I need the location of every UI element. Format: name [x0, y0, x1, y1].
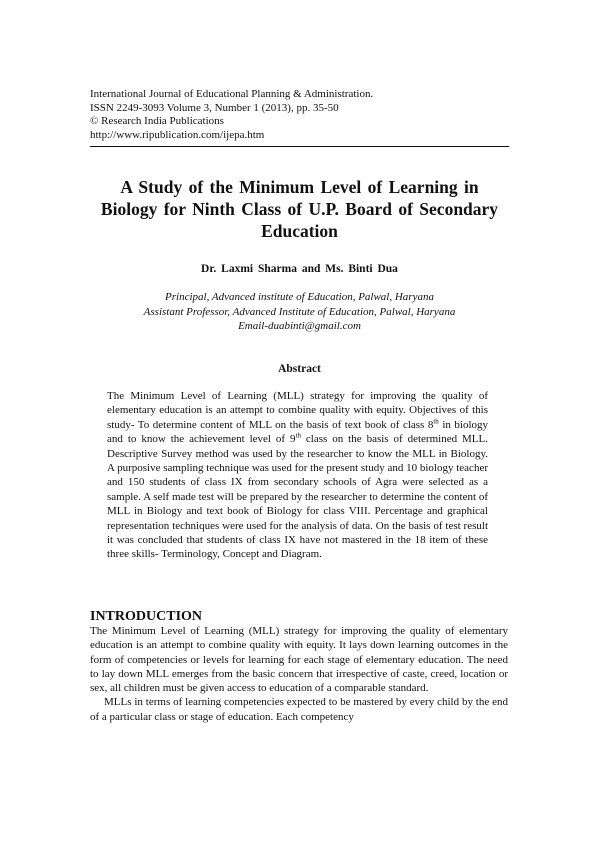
paper-title: A Study of the Minimum Level of Learning in Biology for Ninth Class of U.P. Board of Secondary Education	[100, 177, 499, 241]
body-paragraph: MLLs in terms of learning competencies expected to be mastered by every child by the end of a particular class or stage of education. Each competency	[90, 696, 508, 723]
header-divider	[90, 146, 509, 147]
abstract-text-part: The Minimum Level of Learning (MLL) strategy for improving the quality of elementary education is an attempt to combine quality with equity. Objectives of this study- To determine content of MLL on the basis of text book of class 8	[107, 390, 488, 431]
abstract-text-part: in biology and to know the achievement level of 9	[107, 418, 488, 446]
copyright-line: © Research India Publications	[90, 115, 224, 127]
journal-name: International Journal of Educational Planning & Administration.	[90, 88, 374, 100]
section-heading-introduction: INTRODUCTION	[90, 609, 203, 624]
introduction-body	[90, 624, 508, 724]
author-email: Email-duabinti@gmail.com	[238, 320, 361, 332]
superscript: th	[433, 417, 439, 426]
affiliation-line: Assistant Professor, Advanced Institute of Education, Palwal, Haryana	[143, 305, 456, 318]
author-names: Dr. Laxmi Sharma and Ms. Binti Dua	[201, 263, 398, 275]
superscript: th	[295, 431, 301, 440]
author-affiliations	[90, 290, 509, 334]
journal-url[interactable]: http://www.ripublication.com/ijepa.htm	[90, 128, 265, 141]
abstract-text-part: class on the basis of determined MLL. Descriptive Survey method was used by the researcher to know the MLL in Biology. A purposive sampling technique was used for the present study and 10 biology teacher and 150 students of class IX from secondary schools of Agra were selected as a sample. A self made test will be prepared by the researcher to determine the content of MLL in Biology and text book of Biology for class VIII. Percentage and graphical representation techniques were used for the analysis of data. On the basis of test result it was concluded that students of class IX have not mastered in the 18 item of these three skills- Terminology, Concept and Diagram.	[107, 433, 488, 561]
affiliation-line: Principal, Advanced institute of Education, Palwal, Haryana	[165, 291, 434, 303]
abstract-text	[107, 389, 488, 562]
body-paragraph: The Minimum Level of Learning (MLL) strategy for improving the quality of elementary education is an attempt to combine quality with equity. It lays down learning outcomes in the form of competencies or levels for learning for each stage of elementary education. The need to lay down MLL emerges from the basic concern that irrespective of caste, creed, location or sex, all children must be given access to education of a comparable standard.	[90, 625, 508, 695]
issn-line: ISSN 2249-3093 Volume 3, Number 1 (2013), pp. 35-50	[90, 101, 339, 114]
abstract-heading: Abstract	[278, 363, 321, 375]
journal-header	[90, 88, 509, 142]
